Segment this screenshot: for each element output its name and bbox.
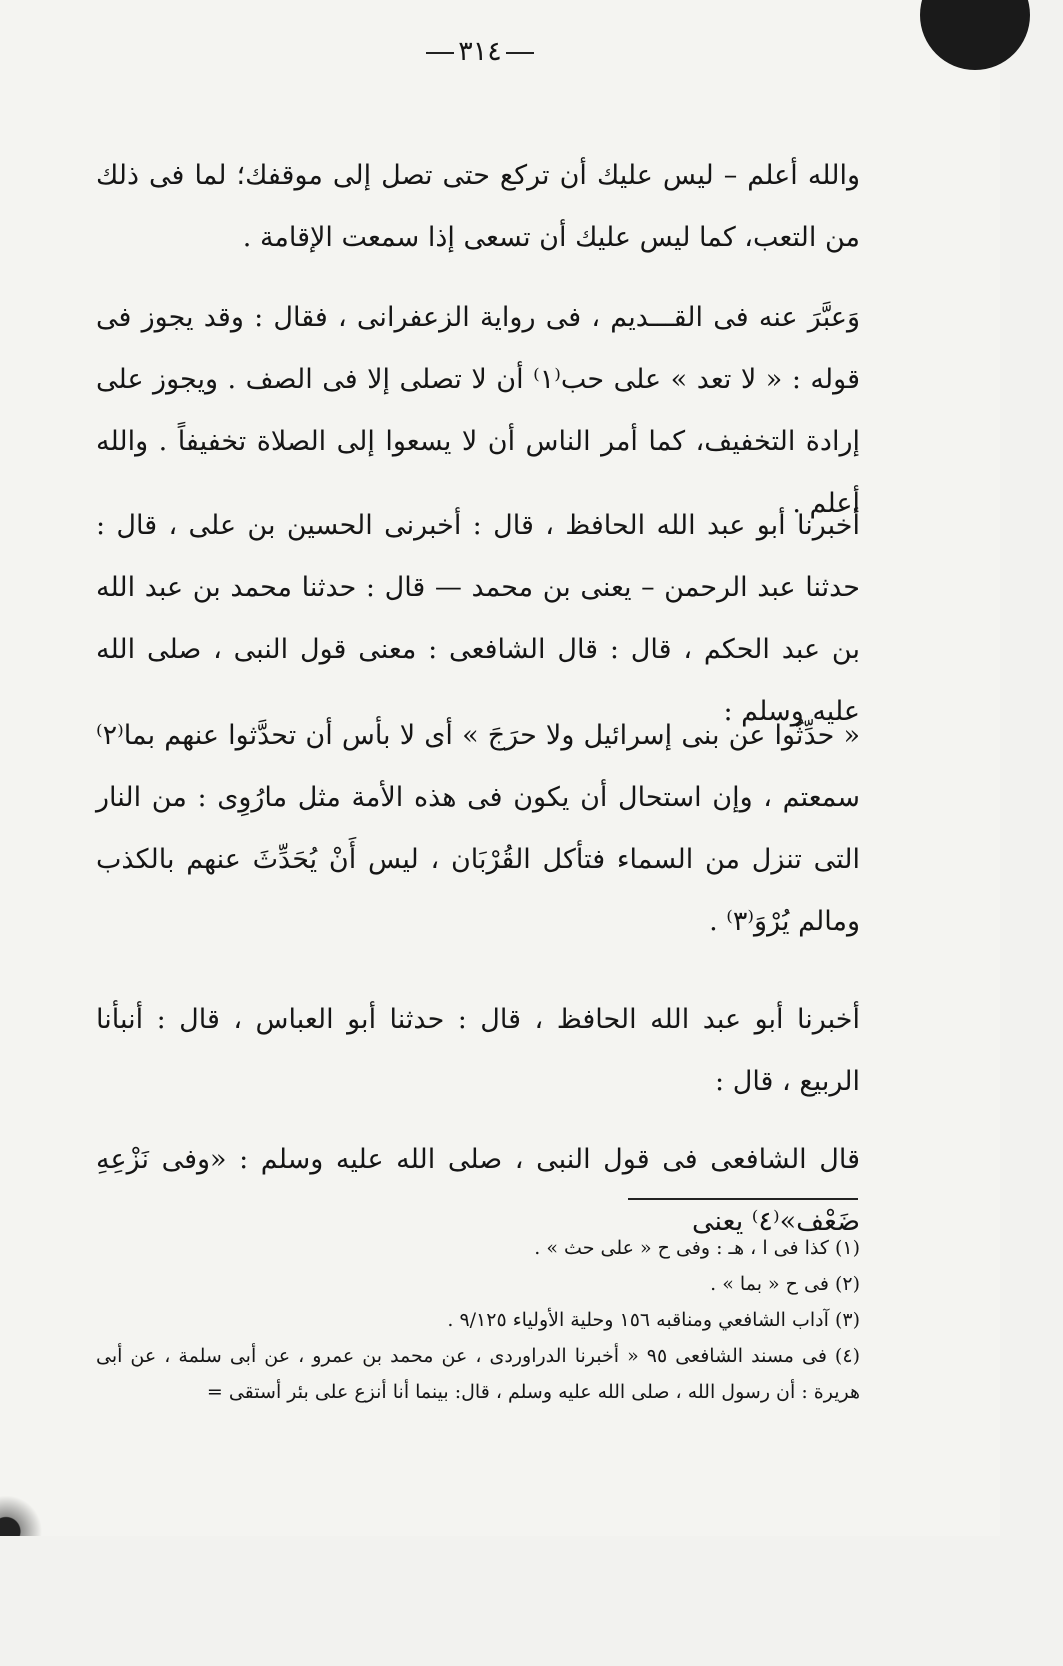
footnote-4: (٤) فى مسند الشافعى ٩٥ « أخبرنا الدراوردى ، عن محمد بن عمرو ، عن أبى سلمة ، عن أبى هريرة : أن رسول الله ، صلى الله عليه وسلم ، قال: بينما أنا أنزع على بئر أستقى = bbox=[96, 1345, 860, 1403]
paragraph-5: أخبرنا أبو عبد الله الحافظ ، قال : حدثنا أبو العباس ، قال : أنبأنا الربيع ، قال : bbox=[96, 1004, 860, 1097]
page-number-dash-right bbox=[506, 52, 534, 54]
footnote-3: (٣) آداب الشافعي ومناقبه ١٥٦ وحلية الأولياء ٩/١٢٥ . bbox=[447, 1309, 860, 1331]
footnote-1: (١) كذا فى ا ، هـ : وفى ح « على حث » . bbox=[534, 1237, 860, 1259]
paragraph-2: وَعبَّرَ عنه فى القـــديم ، فى رواية الزعفرانى ، فقال : وقد يجوز فى قوله : « لا تعد » على حب⁽١⁾ أن لا تصلى إلا فى الصف . ويجوز على إرادة التخفيف، كما أمر الناس أن لا يسعوا إلى الصلاة تخفيفاً . والله أعلم . bbox=[96, 302, 860, 519]
paragraph-1: والله أعلم – ليس عليك أن تركع حتى تصل إلى موقفك؛ لما فى ذلك من التعب، كما ليس عليك أن تسعى إذا سمعت الإقامة . bbox=[96, 160, 860, 253]
footnotes bbox=[96, 1230, 860, 1410]
page-number bbox=[0, 36, 960, 67]
footnote-divider bbox=[628, 1198, 858, 1200]
paragraph-3: أخبرنا أبو عبد الله الحافظ ، قال : أخبرنى الحسين بن على ، قال : حدثنا عبد الرحمن – يعنى بن محمد — قال : حدثنا محمد بن عبد الله بن عبد الحكم ، قال : قال الشافعى : معنى قول النبى ، صلى الله عليه وسلم : bbox=[96, 510, 860, 727]
footnote-2: (٢) فى ح « بما » . bbox=[710, 1273, 860, 1295]
paragraph-6: قال الشافعى فى قول النبى ، صلى الله عليه وسلم : «وفى نَزْعِهِ ضَعْف»⁽٤⁾ يعنى bbox=[96, 1144, 860, 1237]
scan-edge-mark bbox=[0, 1446, 60, 1536]
page-number-dash-left bbox=[426, 52, 454, 54]
page-number-value: ٣١٤ bbox=[458, 36, 502, 67]
paragraph-4: « حدِّثُوا عن بنى إسرائيل ولا حرَجَ » أى لا بأس أن تحدَّثوا عنهم بما⁽٢⁾ سمعتم ، وإن استحال أن يكون فى هذه الأمة مثل مارُوِى : من النار التى تنزل من السماء فتأكل القُرْبَان ، ليس أَنْ يُحَدِّثَ عنهم بالكذب ومالم يُرْوَ⁽٣⁾ . bbox=[96, 720, 860, 937]
